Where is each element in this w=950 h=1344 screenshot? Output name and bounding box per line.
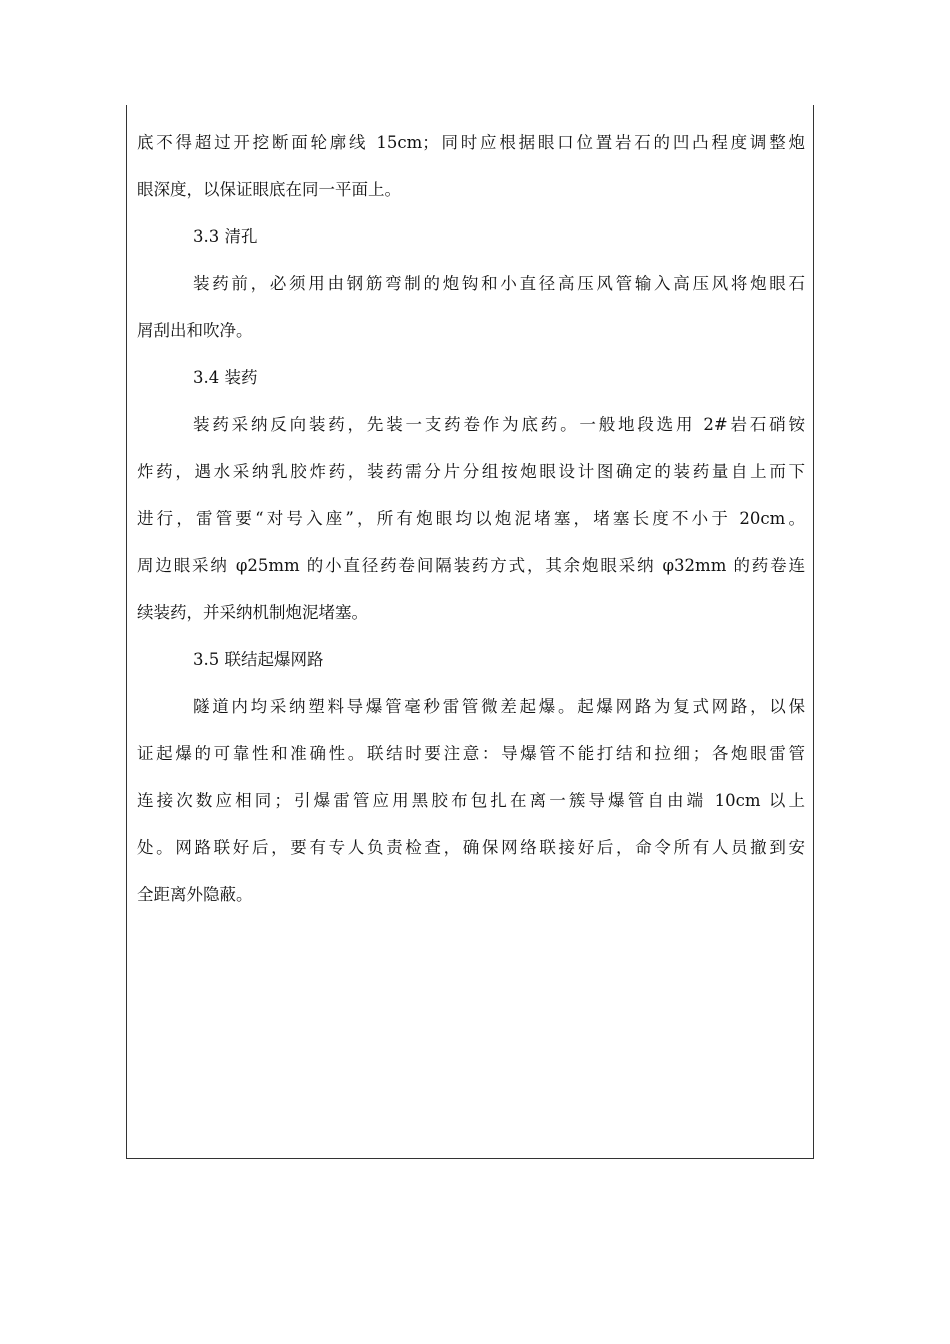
text-line: 处。网路联好后，要有专人负责检查，确保网络联接好后，命令所有人员撤到安 (137, 838, 805, 857)
text-line: 全距离外隐蔽。 (137, 885, 253, 904)
document-body (137, 119, 805, 918)
text-line: 证起爆的可靠性和准确性。联结时要注意：导爆管不能打结和拉细；各炮眼雷管 (137, 744, 805, 763)
text-line: 屑刮出和吹净。 (137, 321, 253, 340)
text-line: 底不得超过开挖断面轮廓线 15cm；同时应根据眼口位置岩石的凹凸程度调整炮 (137, 133, 805, 152)
document-frame (126, 105, 814, 1159)
text-line: 3.4 装药 (193, 368, 258, 387)
text-line: 装药采纳反向装药，先装一支药卷作为底药。一般地段选用 2#岩石硝铵 (193, 415, 805, 434)
text-line: 3.5 联结起爆网路 (193, 650, 324, 669)
text-line: 装药前，必须用由钢筋弯制的炮钩和小直径高压风管输入高压风将炮眼石 (193, 274, 805, 293)
text-line: 续装药，并采纳机制炮泥堵塞。 (137, 603, 368, 622)
text-line: 眼深度，以保证眼底在同一平面上。 (137, 180, 401, 199)
text-line: 隧道内均采纳塑料导爆管毫秒雷管微差起爆。起爆网路为复式网路，以保 (193, 697, 805, 716)
text-line: 3.3 清孔 (193, 227, 258, 246)
text-line: 炸药，遇水采纳乳胶炸药，装药需分片分组按炮眼设计图确定的装药量自上而下 (137, 462, 805, 481)
text-line: 进行，雷管要“对号入座”，所有炮眼均以炮泥堵塞，堵塞长度不小于 20cm。 (137, 509, 805, 528)
text-line: 连接次数应相同；引爆雷管应用黑胶布包扎在离一簇导爆管自由端 10cm 以上 (137, 791, 805, 810)
text-line: 周边眼采纳 φ25mm 的小直径药卷间隔装药方式，其余炮眼采纳 φ32mm 的药卷连 (137, 556, 805, 575)
